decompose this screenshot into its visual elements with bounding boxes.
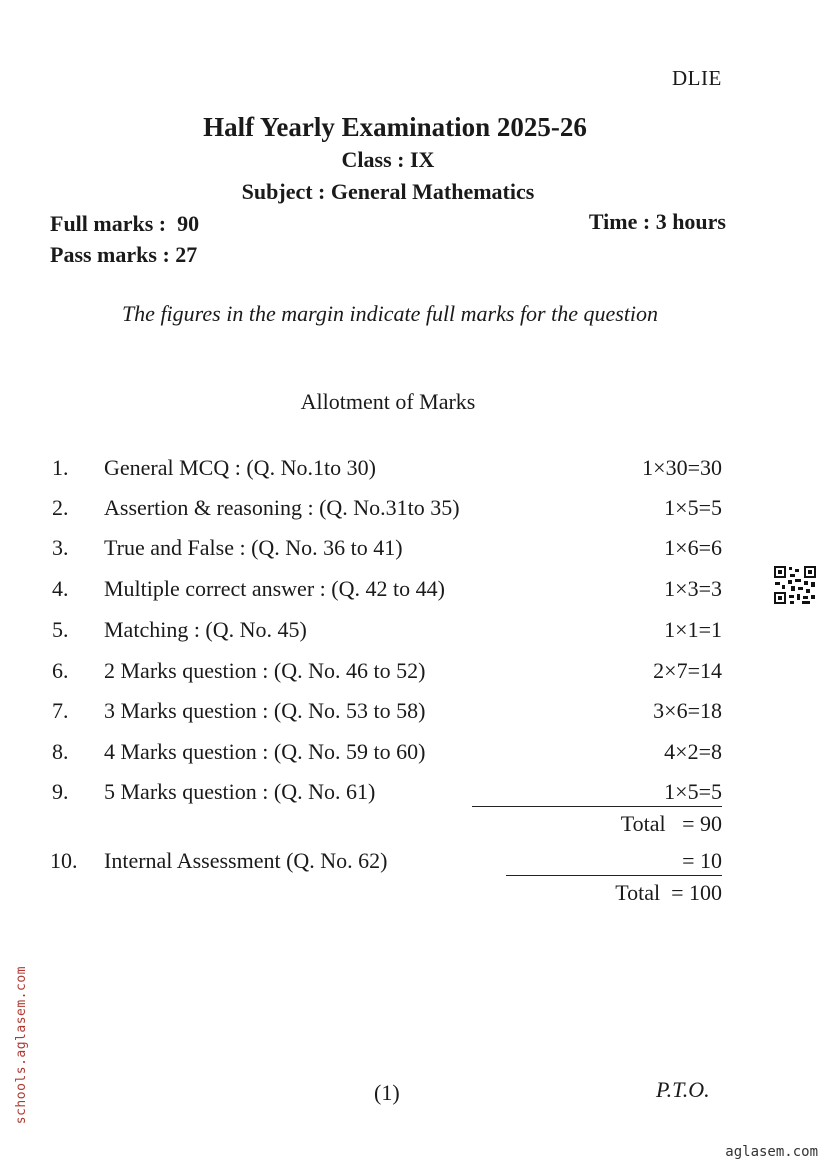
subtotal-rule	[472, 806, 722, 807]
row-marks: 1×5=5	[664, 779, 722, 804]
marks-row	[0, 535, 826, 565]
row-marks: 1×6=6	[664, 535, 722, 560]
subject-line: Subject : General Mathematics	[241, 179, 535, 204]
subtotal: Total = 90	[620, 811, 722, 836]
side-watermark: schools.aglasem.com	[14, 966, 29, 1125]
exam-title: Half Yearly Examination 2025-26	[203, 112, 587, 142]
row-description: Internal Assessment (Q. No. 62)	[104, 848, 388, 873]
row-description: General MCQ : (Q. No.1to 30)	[104, 455, 376, 480]
row-marks: 4×2=8	[664, 739, 722, 764]
marks-row	[0, 739, 826, 769]
row-number: 8.	[52, 739, 69, 764]
bottom-watermark: aglasem.com	[725, 1144, 818, 1160]
total-rule	[506, 875, 722, 876]
row-description: 3 Marks question : (Q. No. 53 to 58)	[104, 698, 426, 723]
row-number: 3.	[52, 535, 69, 560]
row-number: 4.	[52, 576, 69, 601]
row-marks: 1×5=5	[664, 495, 722, 520]
row-marks: 1×1=1	[664, 617, 722, 642]
pass-marks: Pass marks : 27	[50, 242, 198, 267]
allotment-heading: Allotment of Marks	[300, 389, 476, 414]
marks-row	[0, 698, 826, 728]
row-number: 2.	[52, 495, 69, 520]
internal-row	[0, 848, 826, 878]
marks-row	[0, 576, 826, 606]
marks-row	[0, 455, 826, 485]
time-allowed: Time : 3 hours	[588, 209, 726, 234]
marks-row	[0, 658, 826, 688]
class-line: Class : IX	[341, 147, 435, 172]
row-marks: = 10	[682, 848, 722, 873]
grand-total: Total = 100	[615, 880, 722, 905]
paper-code: DLIE	[672, 66, 722, 90]
page-number: (1)	[374, 1080, 400, 1105]
row-description: True and False : (Q. No. 36 to 41)	[104, 535, 403, 560]
instructions: The figures in the margin indicate full marks for the question	[121, 301, 659, 326]
row-description: Assertion & reasoning : (Q. No.31to 35)	[104, 495, 460, 520]
row-number: 1.	[52, 455, 69, 480]
row-number: 7.	[52, 698, 69, 723]
row-marks: 1×3=3	[664, 576, 722, 601]
row-number: 6.	[52, 658, 69, 683]
marks-row	[0, 495, 826, 525]
row-description: Matching : (Q. No. 45)	[104, 617, 307, 642]
row-marks: 3×6=18	[653, 698, 722, 723]
row-description: Multiple correct answer : (Q. 42 to 44)	[104, 576, 445, 601]
pto-label: P.T.O.	[656, 1077, 710, 1102]
qr-code-icon	[773, 565, 817, 605]
row-marks: 2×7=14	[653, 658, 722, 683]
row-description: 4 Marks question : (Q. No. 59 to 60)	[104, 739, 426, 764]
marks-row	[0, 779, 826, 809]
row-number: 10.	[50, 848, 78, 873]
row-marks: 1×30=30	[642, 455, 722, 480]
row-description: 5 Marks question : (Q. No. 61)	[104, 779, 376, 804]
row-number: 5.	[52, 617, 69, 642]
row-description: 2 Marks question : (Q. No. 46 to 52)	[104, 658, 426, 683]
row-number: 9.	[52, 779, 69, 804]
marks-row	[0, 617, 826, 647]
full-marks: Full marks : 90	[50, 211, 200, 236]
